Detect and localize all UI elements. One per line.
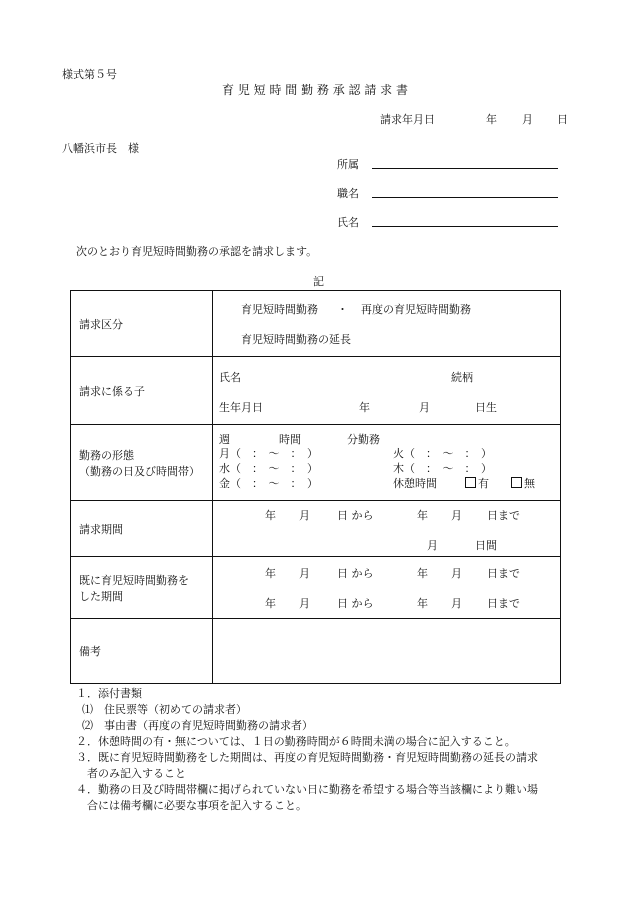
- position-field[interactable]: [372, 197, 558, 198]
- request-form-table: [70, 290, 561, 684]
- affiliation-label: 所属: [337, 158, 359, 171]
- period-cell[interactable]: [213, 501, 561, 557]
- row-past-period: [71, 557, 561, 619]
- row-work-form: [71, 425, 561, 501]
- note-line: 合には備考欄に必要な事項を記入すること。: [76, 799, 307, 812]
- past2-start-day: 日 から: [337, 597, 374, 610]
- note-line: ⑵ 事由書（再度の育児短時間勤務の請求者）: [82, 719, 313, 732]
- period-end-day: 日まで: [487, 509, 520, 522]
- past2-start-month: 月: [299, 597, 310, 610]
- note-line: 者のみ記入すること: [76, 767, 186, 780]
- past-period-label: [71, 557, 213, 619]
- past-period-label-2: した期間: [79, 589, 123, 603]
- break-no-option[interactable]: [511, 475, 535, 491]
- period-label: 請求期間: [71, 501, 213, 557]
- period-start-year: 年: [265, 509, 276, 522]
- period-start-month: 月: [299, 509, 310, 522]
- work-form-cell[interactable]: [213, 425, 561, 501]
- note-line: ４．勤務の日及び時間帯欄に掲げられていない日に勤務を希望する場合等当該欄により難い場: [76, 783, 538, 796]
- row-child: [71, 357, 561, 425]
- work-form-label-1: 勤務の形態: [79, 448, 134, 462]
- past2-end-month: 月: [451, 597, 462, 610]
- intro-text: 次のとおり育児短時間勤務の承認を請求します。: [76, 245, 318, 258]
- past1-end-day: 日まで: [487, 567, 520, 580]
- addressee: 八幡浜市長 様: [62, 142, 139, 155]
- minutes-label: 分勤務: [347, 433, 380, 446]
- past1-start-day: 日 から: [337, 567, 374, 580]
- note-line: ⑴ 住民票等（初めての請求者）: [82, 703, 247, 716]
- request-day-unit: 日: [557, 113, 568, 126]
- document-title: 育 児 短 時 間 勤 務 承 認 請 求 書: [222, 83, 408, 97]
- thursday-hours[interactable]: 木（ ： ～ ： ）: [393, 462, 492, 475]
- ki-mark: 記: [313, 275, 324, 288]
- friday-hours[interactable]: 金（ ： ～ ： ）: [219, 477, 318, 490]
- category-option-3[interactable]: 育児短時間勤務の延長: [241, 333, 351, 346]
- row-category: [71, 291, 561, 357]
- remarks-label: 備考: [71, 619, 213, 684]
- request-date-label: 請求年月日: [380, 113, 435, 126]
- period-months: 月: [427, 539, 438, 552]
- break-no-checkbox[interactable]: [511, 477, 522, 488]
- period-end-year: 年: [417, 509, 428, 522]
- remarks-field[interactable]: [213, 619, 561, 684]
- child-relation-label: 続柄: [451, 371, 473, 384]
- note-line: ２．休憩時間の有・無については、１日の勤務時間が６時間未満の場合に記入すること。: [76, 735, 516, 748]
- work-form-label: [71, 425, 213, 501]
- past-period-cell[interactable]: [213, 557, 561, 619]
- break-yes-text: 有: [478, 477, 489, 490]
- category-option-1[interactable]: 育児短時間勤務: [241, 303, 318, 316]
- affiliation-field[interactable]: [372, 168, 558, 169]
- child-label: 請求に係る子: [71, 357, 213, 425]
- category-cell[interactable]: [213, 291, 561, 357]
- form-number: 様式第５号: [62, 68, 117, 81]
- name-label: 氏名: [337, 216, 359, 229]
- past1-end-month: 月: [451, 567, 462, 580]
- hours-label: 時間: [279, 433, 301, 446]
- past2-end-year: 年: [417, 597, 428, 610]
- break-time-label: 休憩時間: [393, 477, 437, 490]
- break-no-text: 無: [524, 477, 535, 490]
- past-period-label-1: 既に育児短時間勤務を: [79, 573, 189, 587]
- past1-start-year: 年: [265, 567, 276, 580]
- child-birth-day: 日生: [475, 401, 497, 414]
- child-name-label: 氏名: [219, 371, 241, 384]
- request-month-unit: 月: [522, 113, 533, 126]
- work-form-label-2: （勤務の日及び時間帯）: [79, 464, 200, 478]
- break-yes-option[interactable]: [465, 475, 489, 491]
- name-field[interactable]: [372, 226, 558, 227]
- tuesday-hours[interactable]: 火（ ： ～ ： ）: [393, 447, 492, 460]
- note-line: １．添付書類: [76, 687, 142, 700]
- note-line: ３．既に育児短時間勤務をした期間は、再度の育児短時間勤務・育児短時間勤務の延長の請求: [76, 751, 538, 764]
- request-year-unit: 年: [486, 113, 497, 126]
- period-end-month: 月: [451, 509, 462, 522]
- position-label: 職名: [337, 187, 359, 200]
- category-label: 請求区分: [71, 291, 213, 357]
- row-period: [71, 501, 561, 557]
- wednesday-hours[interactable]: 水（ ： ～ ： ）: [219, 462, 318, 475]
- monday-hours[interactable]: 月（ ： ～ ： ）: [219, 447, 318, 460]
- notes-section: [76, 686, 576, 814]
- past1-end-year: 年: [417, 567, 428, 580]
- category-separator: ・: [337, 303, 348, 316]
- week-label: 週: [219, 433, 230, 446]
- break-yes-checkbox[interactable]: [465, 477, 476, 488]
- past2-start-year: 年: [265, 597, 276, 610]
- child-birth-year: 年: [359, 401, 370, 414]
- child-birth-month: 月: [419, 401, 430, 414]
- past1-start-month: 月: [299, 567, 310, 580]
- category-option-2[interactable]: 再度の育児短時間勤務: [361, 303, 471, 316]
- row-remarks: [71, 619, 561, 684]
- period-days: 日間: [475, 539, 497, 552]
- child-cell[interactable]: [213, 357, 561, 425]
- child-birth-label: 生年月日: [219, 401, 263, 414]
- past2-end-day: 日まで: [487, 597, 520, 610]
- period-start-day: 日 から: [337, 509, 374, 522]
